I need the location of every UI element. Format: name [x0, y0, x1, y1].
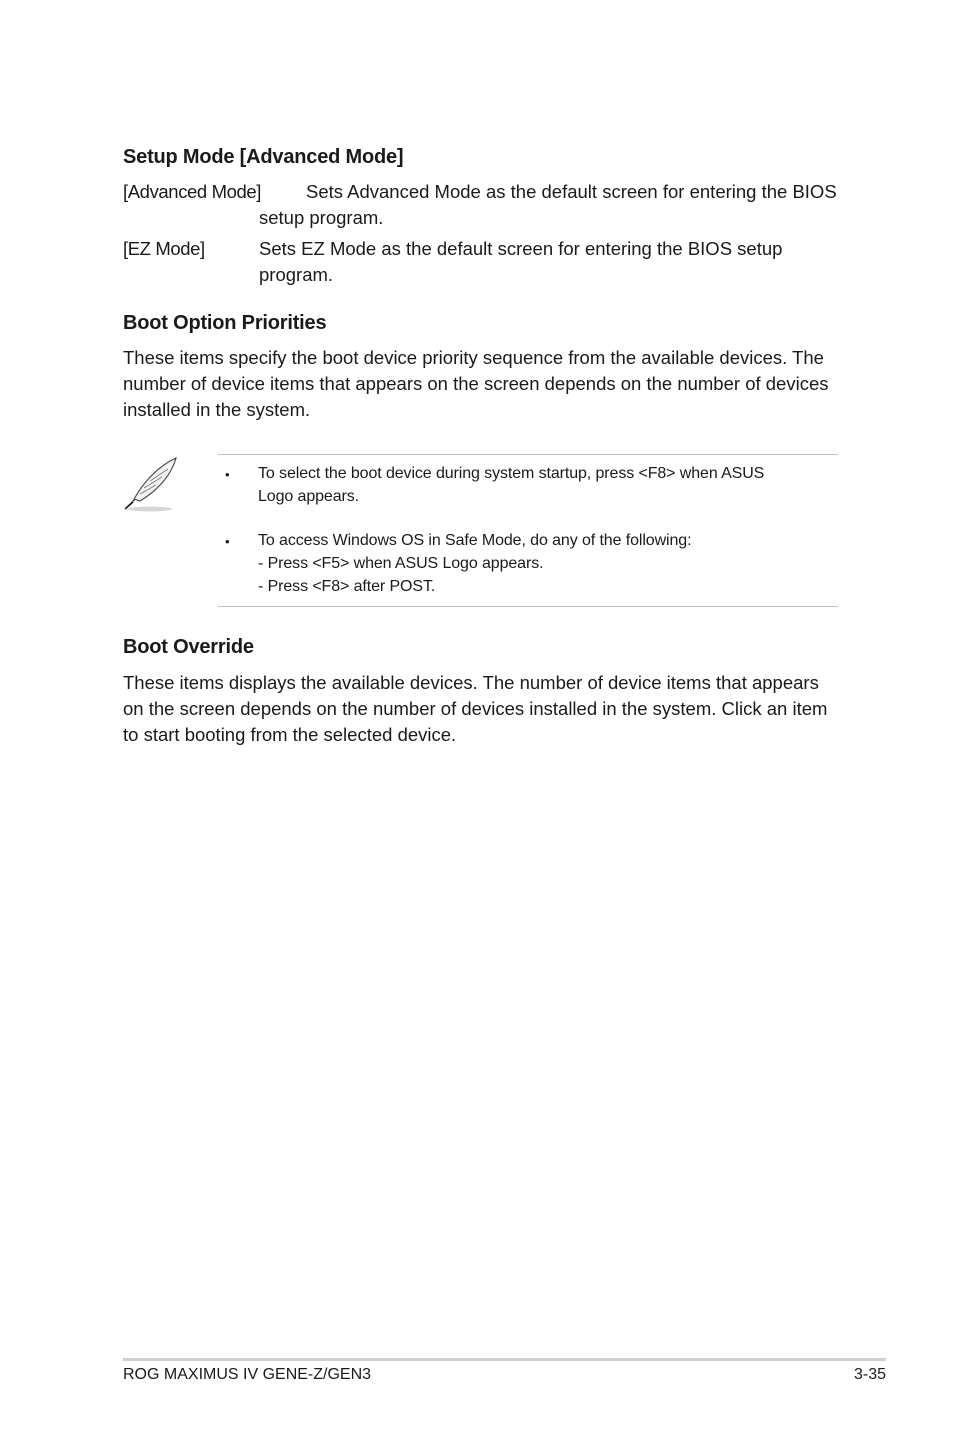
footer-product-name: ROG MAXIMUS IV GENE-Z/GEN3	[123, 1366, 372, 1383]
option-label-advanced-mode: [Advanced Mode]	[123, 181, 261, 202]
note-item-1-line-2: Logo appears.	[258, 488, 360, 505]
note-item-2-line-3: - Press <F8> after POST.	[258, 578, 436, 595]
option-desc-advanced-mode: Sets Advanced Mode as the default screen for entering the BIOS setup program.	[259, 181, 837, 228]
note-bullet-2: •	[225, 534, 230, 549]
note-item-2-line-2: - Press <F5> when ASUS Logo appears.	[258, 555, 544, 572]
heading-boot-option-priorities: Boot Option Priorities	[123, 312, 327, 334]
option-label-ez-mode: [EZ Mode]	[123, 238, 205, 259]
note-top-rule	[218, 454, 838, 455]
boot-override-body: These items displays the available devices. The number of device items that appears on the screen depends on the number of devices installed in the system. Click an item to start booting from the selected device.	[123, 672, 828, 745]
feather-pen-icon	[122, 455, 180, 513]
note-item-1	[258, 462, 838, 508]
footer-page-number: 3-35	[853, 1366, 886, 1383]
note-item-2	[258, 529, 838, 598]
option-desc-ez-mode: Sets EZ Mode as the default screen for entering the BIOS setup program.	[259, 238, 783, 285]
heading-setup-mode: Setup Mode [Advanced Mode]	[123, 146, 404, 168]
boot-priorities-body: These items specify the boot device priority sequence from the available devices. The number of device items that appears on the screen depends on the number of devices installed in the system.	[123, 347, 829, 420]
heading-boot-override: Boot Override	[123, 636, 254, 658]
note-bottom-rule	[218, 606, 838, 607]
note-bullet-1: •	[225, 467, 230, 482]
footer-rule	[123, 1358, 886, 1361]
note-item-2-line-1: To access Windows OS in Safe Mode, do any of the following:	[258, 532, 692, 549]
note-item-1-line-1: To select the boot device during system startup, press <F8> when ASUS	[258, 465, 765, 482]
